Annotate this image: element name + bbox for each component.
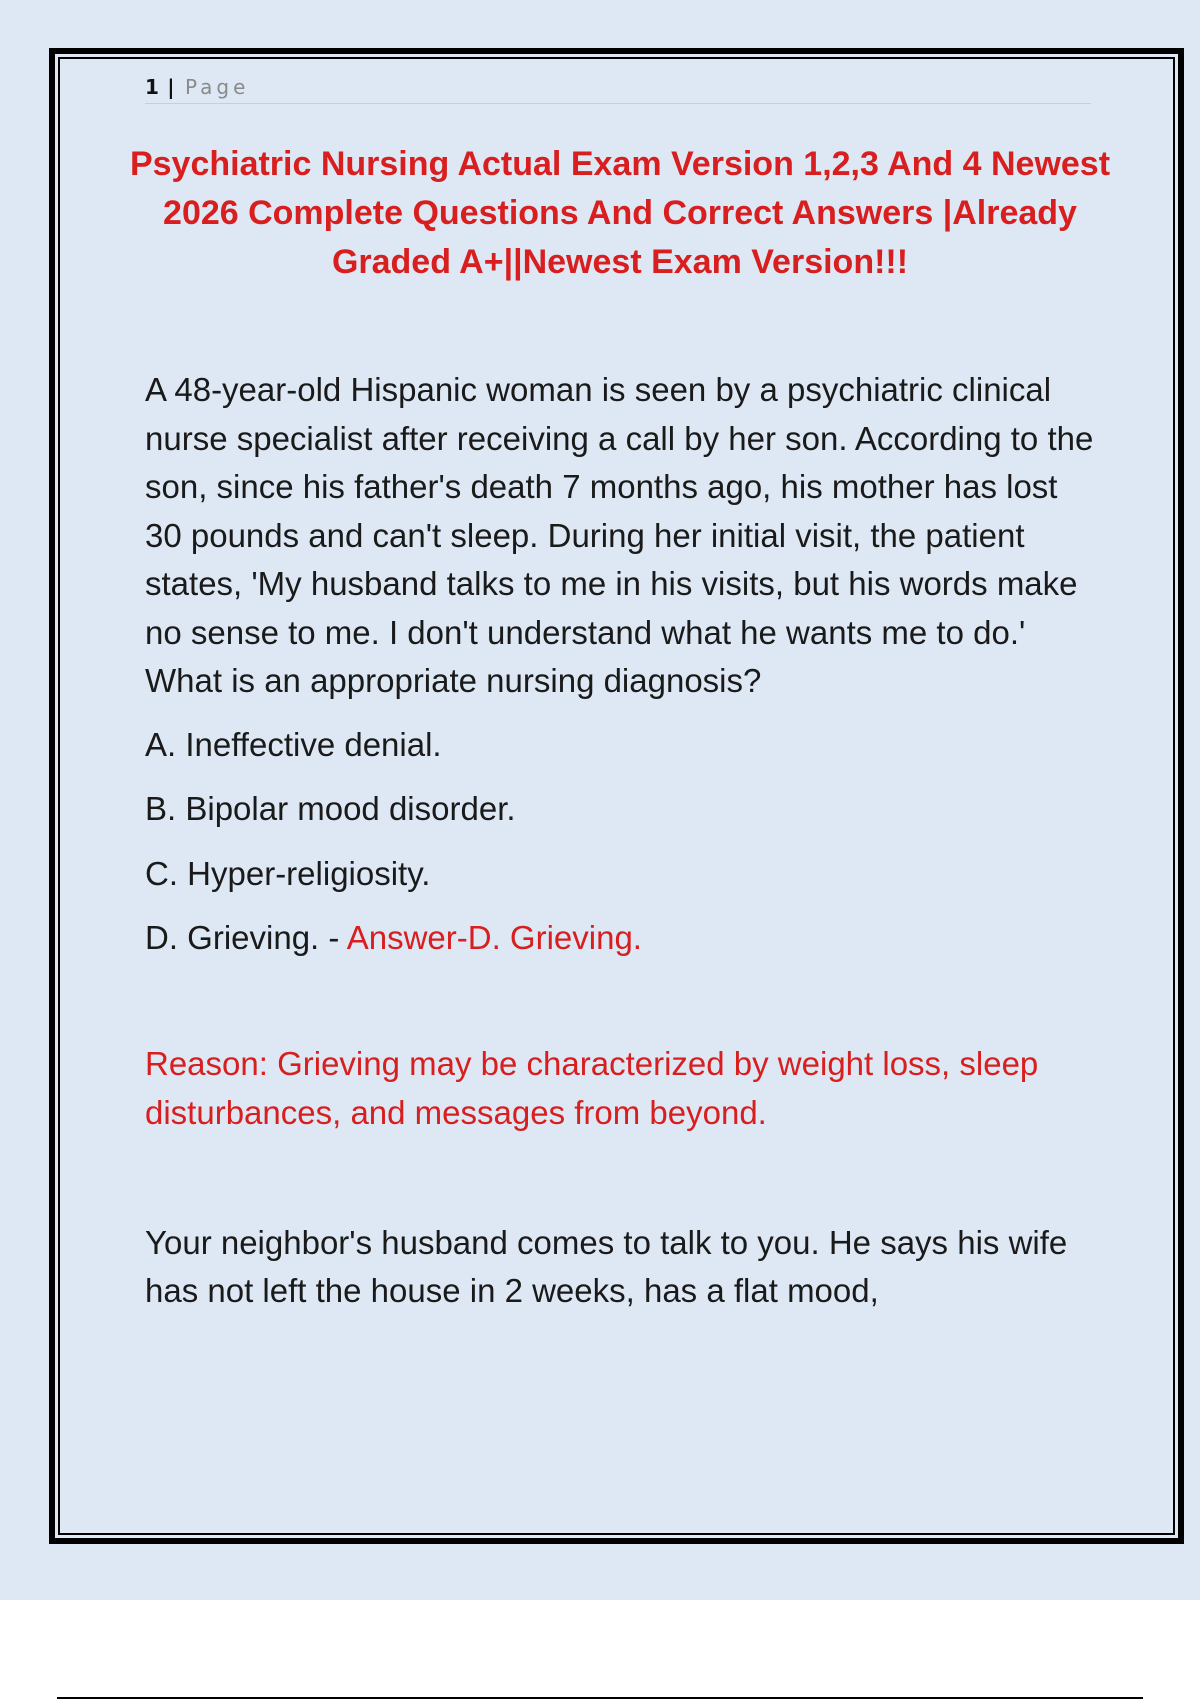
option-a: A. Ineffective denial. — [145, 725, 442, 763]
option-d — [145, 914, 1095, 963]
document-body — [145, 366, 1095, 1316]
page-separator: | — [167, 75, 175, 99]
option-b: B. Bipolar mood disorder. — [145, 790, 516, 827]
document-title: Psychiatric Nursing Actual Exam Version 1,2,3 And 4 Newest 2026 Complete Questions And Correct Answers |Already Graded A+||Newest Exam Version!!! — [129, 145, 1111, 281]
page-number: 1 — [145, 75, 159, 99]
answer-reason: Reason: Grieving may be characterized by weight loss, sleep disturbances, and messages from beyond. — [145, 1044, 1039, 1131]
correct-answer: Answer-D. Grieving. — [346, 919, 642, 956]
option-d-label: D. Grieving. - — [145, 919, 347, 956]
question-1-options — [145, 721, 1095, 963]
question-2-text: Your neighbor's husband comes to talk to you. He says his wife has not left the house in 2 weeks, has a flat mood, — [145, 1223, 1068, 1309]
question-1-text: A 48-year-old Hispanic woman is seen by a psychiatric clinical nurse specialist after receiving a call by her son. According to the son, since his father's death 7 months ago, his mother has lost 30 pounds and can't sleep. During her initial visit, the patient states, 'My husband talks to me in his visits, but his words make no sense to me. I don't understand what he wants me to do.' What is an appropriate nursing diagnosis? — [145, 371, 1094, 699]
footer-divider — [57, 1697, 1143, 1699]
option-c: C. Hyper-religiosity. — [145, 854, 431, 892]
page-header — [145, 74, 1091, 104]
page-label: Page — [184, 75, 250, 99]
